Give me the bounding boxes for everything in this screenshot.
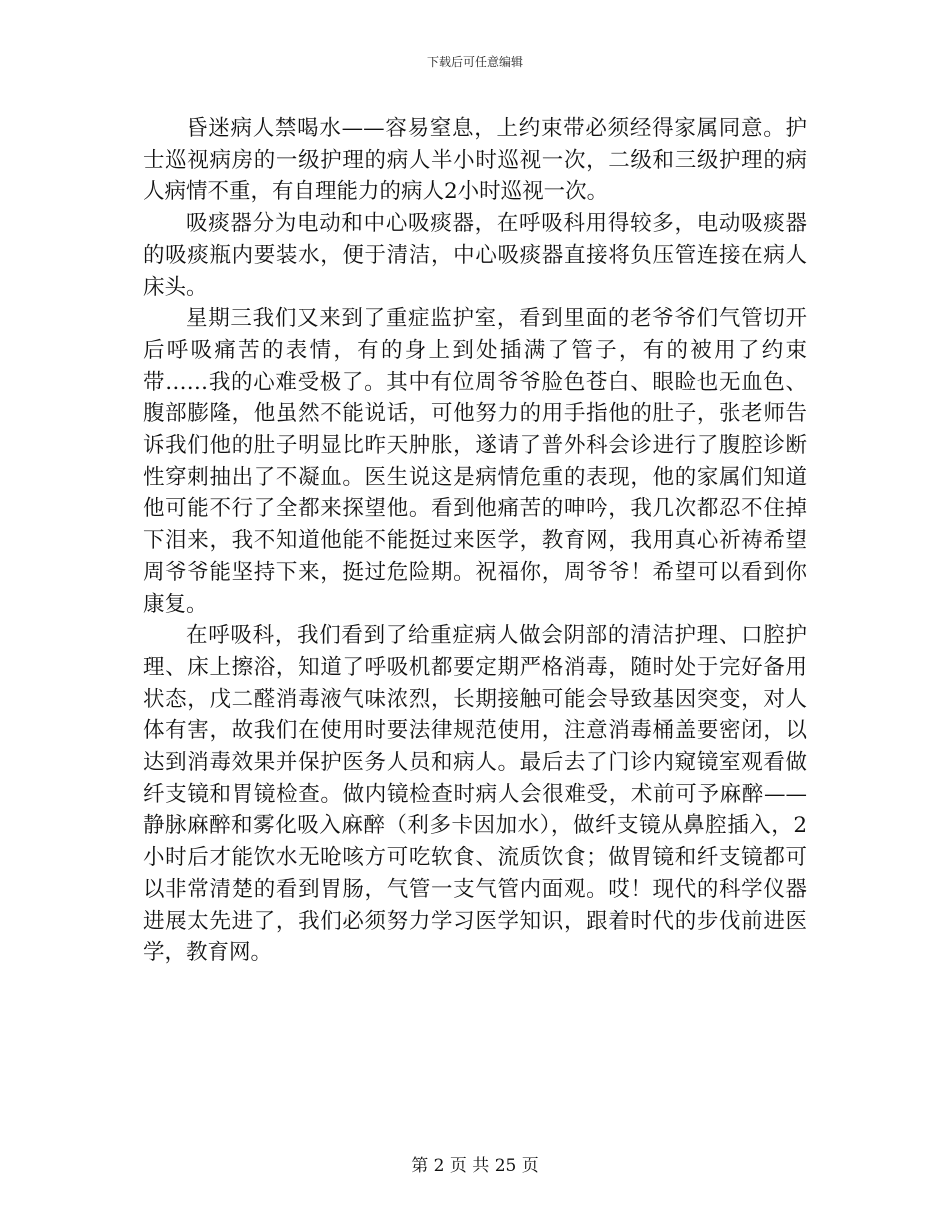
paragraph: 星期三我们又来到了重症监护室，看到里面的老爷爷们气管切开后呼吸痛苦的表情，有的身上到处插满了管子，有的被用了约束带……我的心难受极了。其中有位周爷爷脸色苍白、眼睑也无血色、腹部膨隆，他虽然不能说话，可他努力的用手指他的肚子，张老师告诉我们他的肚子明显比昨天肿胀，遂请了普外科会诊进行了腹腔诊断性穿刺抽出了不凝血。医生说这是病情危重的表现，他的家属们知道他可能不行了全都来探望他。看到他痛苦的呻吟，我几次都忍不住掉下泪来，我不知道他能不能挺过来医学，教育网，我用真心祈祷希望周爷爷能坚持下来，挺过危险期。祝福你，周爷爷！希望可以看到你康复。 <box>143 306 807 617</box>
page-header: 下载后可任意编辑 <box>426 55 523 69</box>
document-body <box>143 113 807 969</box>
paragraph: 吸痰器分为电动和中心吸痰器，在呼吸科用得较多，电动吸痰器的吸痰瓶内要装水，便于清洁，中心吸痰器直接将负压管连接在病人床头。 <box>143 211 807 300</box>
paragraph: 在呼吸科，我们看到了给重症病人做会阴部的清洁护理、口腔护理、床上擦浴，知道了呼吸机都要定期严格消毒，随时处于完好备用状态，戊二醛消毒液气味浓烈，长期接触可能会导致基因突变，对人体有害，故我们在使用时要法律规范使用，注意消毒桶盖要密闭，以达到消毒效果并保护医务人员和病人。最后去了门诊内窥镜室观看做纤支镜和胃镜检查。做内镜检查时病人会很难受，术前可予麻醉——静脉麻醉和雾化吸入麻醉（利多卡因加水），做纤支镜从鼻腔插入，2小时后才能饮水无呛咳方可吃软食、流质饮食；做胃镜和纤支镜都可以非常清楚的看到胃肠，气管一支气管内面观。哎！现代的科学仪器进展太先进了，我们必须努力学习医学知识，跟着时代的步伐前进医学，教育网。 <box>143 623 807 966</box>
paragraph: 昏迷病人禁喝水——容易窒息，上约束带必须经得家属同意。护士巡视病房的一级护理的病人半小时巡视一次，二级和三级护理的病人病情不重，有自理能力的病人2小时巡视一次。 <box>143 116 807 205</box>
page-number: 第 2 页 共 25 页 <box>411 1156 539 1176</box>
